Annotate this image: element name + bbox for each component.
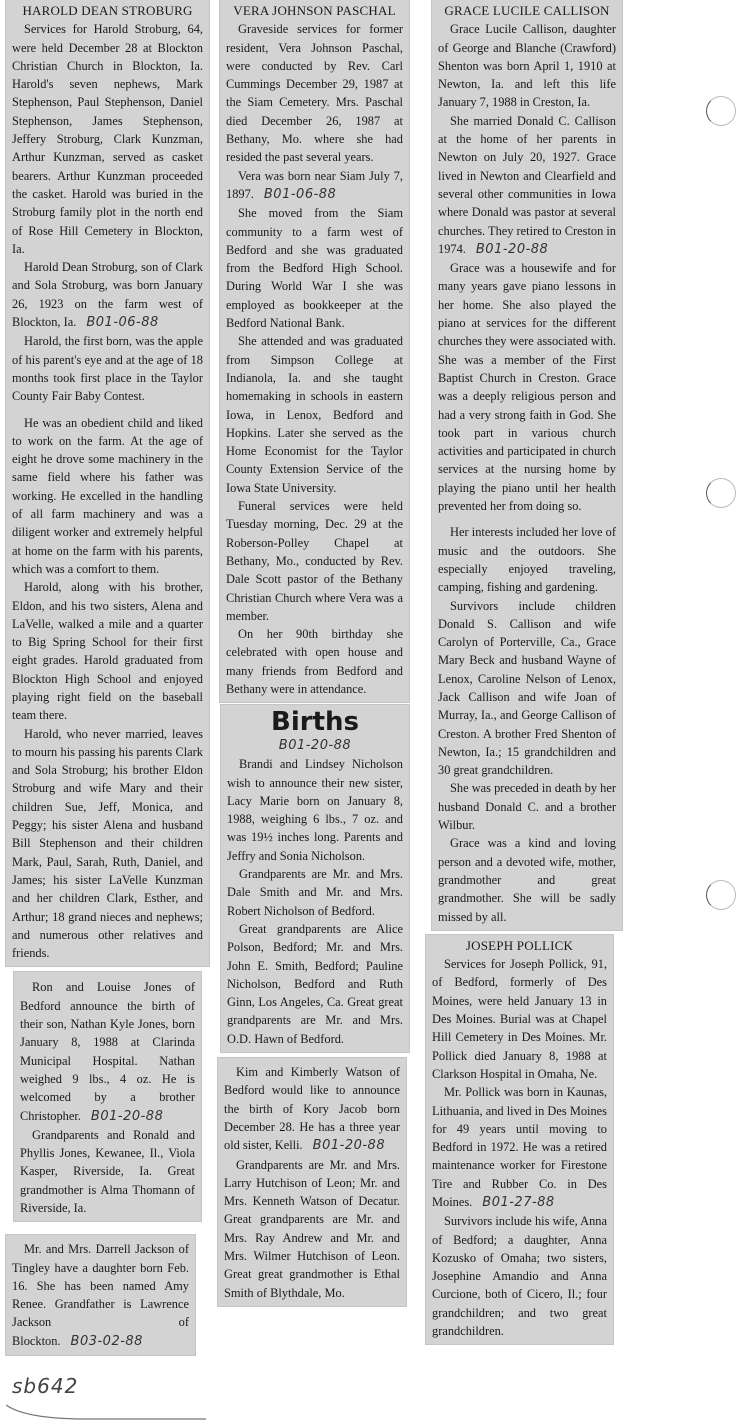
paragraph-text: Grandparents are Mr. and Mrs. Larry Hutchison of Leon; Mr. and Mrs. Kenneth Watson of Decatur. Great grandparents are Mr. and Mrs. Ray Andrew and Mr. and Mrs. Wilmer Hutchison of Leon. Great great grandmother is Ethal Smith of Blythdale, Mo. [224,1157,400,1300]
paragraph-text: Mr. Pollick was born in Kaunas, Lithuania, and lived in Des Moines for 49 years until moving to Bedford in 1972. He was a retired maintenance worker for Firestone Tire and Rubber Co. in Des Moines. [432,1085,607,1209]
clipping-headline: VERA JOHNSON PASCHAL [233,3,396,18]
clipping-paragraph [12,258,203,332]
clipping-paragraph [12,332,203,405]
paragraph-text: Harold, who never married, leaves to mourn his passing his parents Clark and Sola Stroburg; his brother Eldon Stroburg and wife Mary and their children Sue, Jeff, Monica, and Peggy; his sister Alena and husband Bill Stephenson and their children Mark, Paul, Sarah, Ruth, Daniel, and James; his sister LaVelle Kunzman and her children Clark, Esther, and Arthur; 18 grand nieces and nephews; and numerous other relatives and friends. [12,726,203,961]
handwritten-date-stamp: B01-20-88 [475,241,549,257]
clipping-paragraph [432,955,607,1083]
clipping-paragraph [224,1156,400,1302]
clipping-paragraph [227,865,403,920]
paragraph-text: Ron and Louise Jones of Bedford announce the birth of their son, Nathan Kyle Jones, born January 8, 1988 at Clarinda Municipal Hospital. Nathan weighed 9 lbs., 4 oz. He is welcomed by a brother Christopher. [20,980,195,1123]
obituary-harold-dean-stroburg [6,0,209,966]
paragraph-text: Harold Dean Stroburg, son of Clark and Sola Stroburg, was born January 26, 1923 on the farm west of Blockton, Ia. [12,260,203,330]
paragraph-text: He was an obedient child and liked to work on the farm. At the age of eight he drove some machinery in the same field where his father was working. He excelled in the handling of all farm machinery and was a diligent worker and extremely helpful at home on the farm with his parents, which was a comfort to them. [12,415,203,576]
paragraph-text: Brandi and Lindsey Nicholson wish to announce their new sister, Lacy Marie born on January 8, 1988, weighing 6 lbs., 7 oz. and was 19½ inches long. Parents and Jeffry and Sonia Nicholson. [227,757,403,863]
obituary-joseph-pollick [426,935,613,1345]
clipping-headline: Births [271,707,359,738]
clipping-paragraph [12,20,203,258]
binder-hole [706,880,736,910]
clipping-paragraph [438,523,616,596]
clipping-paragraph [438,779,616,834]
births-nicholson [221,705,409,1052]
paragraph-text: Funeral services were held Tuesday morning, Dec. 29 at the Roberson-Polley Chapel at Bethany, Mo., conducted by Rev. Dale Scott pastor of the Bethany Christian Church where Vera was a member. [226,499,403,623]
clipping-paragraph [20,1126,195,1217]
handwritten-date-stamp: B01-20-88 [90,1108,164,1124]
handwritten-date-stamp: B01-27-88 [482,1195,555,1210]
clipping-paragraph [438,112,616,259]
clipping-paragraph [227,755,403,865]
scrapbook-page-label: sb642 [12,1374,79,1399]
birth-announcement-watson [218,1058,406,1306]
binder-hole [706,96,736,126]
paragraph-text: She married Donald C. Callison at the home of her parents in Newton on July 20, 1927. Grace lived in Newton and Clearfield and several other communities in Iowa where Donald was pastor at several churches. They retired to Creston in 1974. [438,113,617,256]
paragraph-text: She attended and was graduated from Simpson College at Indianola, Ia. and she taught homemaking in schools in eastern Iowa, in Lenox, Bedford and Hopkins. Later she served as the Home Economist for the Taylor County Extension Service of the Iowa State University. [226,334,403,495]
clipping-paragraph [438,20,616,111]
handwritten-date-stamp: B01-20-88 [312,1138,386,1154]
paragraph-text: Harold, along with his brother, Eldon, and his two sisters, Alena and LaVelle, walked a mile and a quarter to Big Spring School for their first eight grades. Harold graduated from Blockton High School and enjoyed playing right field on the baseball team there. [12,580,203,723]
clipping-paragraph [226,332,403,497]
clipping-paragraph [20,978,195,1125]
clipping-headline: HAROLD DEAN STROBURG [22,3,193,18]
paragraph-text: Grandparents and Ronald and Phyllis Jones, Kewanee, Il., Viola Kasper, Riverside, Ia. Great grandmother is Alma Thomann of Riverside, Ia. [20,1127,195,1215]
page-edge-curve [6,1403,206,1423]
clipping-paragraph [432,1083,607,1212]
paragraph-text: Kim and Kimberly Watson of Bedford would like to announce the birth of Kory Jacob born December 28. He has a three year old sister, Kelli. [224,1065,400,1153]
birth-announcement-jackson [6,1235,195,1355]
paragraph-text: Her interests included her love of music and the outdoors. She especially enjoyed traveling, camping, fishing and gardening. [438,525,616,595]
paragraph-text: Great grandparents are Alice Polson, Bedford; Mr. and Mrs. John E. Smith, Bedford; Pauline Nicholson, Bedford and Ruth Ginn, Los Angeles, Ca. Great great grandparents are Mr. and Mrs. O.D. Hawn of Bedford. [227,921,403,1046]
column-left [6,0,211,1423]
paragraph-text: She was preceded in death by her husband Donald C. and a brother Wilbur. [438,781,616,833]
handwritten-date-stamp: B03-02-88 [70,1333,143,1349]
paragraph-text: Grandparents are Mr. and Mrs. Dale Smith and Mr. and Mrs. Robert Nicholson of Bedford. [227,867,403,918]
obituary-grace-lucile-callison [432,0,622,930]
paragraph-text: Services for Joseph Pollick, 91, of Bedford, formerly of Des Moines, were held January 13 in Des Moines. Burial was at Chapel Hill Cemetery in Des Moines. Mr. Pollick died January 8, 1988 at Clarkson Hospital in Omaha, Ne. [432,957,607,1081]
paragraph-text: Survivors include children Donald S. Callison and wife Carolyn of Porterville, Ca., Grace Mary Beck and husband Wayne of Lenox, Caroline Nelson of Lenox, Jack Callison and wife Joan of Murray, Ia., and George Callison of Creston. A brother Fred Shenton of Newton, Ia.; 15 grandchildren and 30 great grandchildren. [438,598,616,778]
handwritten-date-stamp: B01-06-88 [86,315,159,331]
clipping-paragraph [226,625,403,698]
paragraph-text: Harold, the first born, was the apple of his parent's eye and at the age of 18 months took first place in the Taylor County Fair Baby Contest. [12,334,203,404]
paragraph-text: Grace Lucile Callison, daughter of George and Blanche (Crawford) Shenton was born April 1, 1910 at Newton, Ia. and left this life January 7, 1988 in Creston, Ia. [438,22,616,110]
clipping-paragraph [226,20,403,166]
paragraph-text: Grace was a kind and loving person and a devoted wife, mother, grandmother and great grandmother. She will be sadly missed by all. [438,836,616,924]
handwritten-date-stamp: B01-06-88 [263,186,337,202]
clipping-paragraph [226,497,403,625]
clipping-paragraph [12,414,203,579]
paragraph-text: Grace was a housewife and for many years gave piano lessons in her home. She also played the piano at services for the different churches they were associated with. She was a member of the First Baptist Church in Creston. Grace was a deeply religious person and had a very strong faith in God. She took part in various church activities and participated in church services at the nursing home by playing the piano until her health prevented her from doing so. [438,261,616,514]
clipping-headline: JOSEPH POLLICK [465,937,574,953]
clipping-paragraph [226,204,403,332]
clipping-paragraph [12,1240,189,1351]
paragraph-text: Services for Harold Stroburg, 64, were held December 28 at Blockton Christian Church in Blockton, Ia. Harold's seven nephews, Mark Stephenson, Paul Stephenson, Daniel Stephenson, James Stephenson, Jeffery Stroburg, Clark Kunzman, Arthur Kunzman, served as casket bearers. Arthur Kunzman proceeded the casket. Harold was buried in the Stroburg family plot in the north end of Rose Hill Cemetery in Blockton, Ia. [12,22,203,256]
clipping-paragraph [438,834,616,925]
column-right [426,0,622,1344]
paragraph-text: Mr. and Mrs. Darrell Jackson of Tingley have a daughter born Feb. 16. She has been named Amy Renee. Grandfather is Lawrence Jackson of Blockton. [12,1242,189,1348]
clipping-paragraph [227,920,403,1048]
clipping-paragraph [12,578,203,724]
clipping-paragraph [224,1063,400,1155]
paragraph-text: Survivors include his wife, Anna of Bedford; a daughter, Anna Kozusko of Omaha; two sisters, Josephine Amandio and Anna Curcione, both of Cicero, Il.; four grandchildren; and two great grandchildren. [432,1214,607,1339]
paragraph-text: She moved from the Siam community to a farm west of Bedford and she was graduated from the Bedford High School. During World War I she was employed as bookkeeper at the Bedford National Bank. [226,206,403,331]
clipping-paragraph [438,597,616,780]
clipping-paragraph [432,1212,607,1340]
paragraph-text: Vera was born near Siam July 7, 1897. [226,168,403,201]
column-middle [218,0,410,1306]
clipping-paragraph [12,725,203,963]
birth-announcement-jones [14,972,201,1221]
handwritten-date-stamp: B01-20-88 [278,738,352,754]
obituary-vera-johnson-paschal [220,0,409,702]
clipping-paragraph [226,167,403,205]
clipping-paragraph [438,259,616,515]
paragraph-text: Graveside services for former resident, Vera Johnson Paschal, were conducted by Rev. Carl Cummings December 29, 1987 at the Siam Cemetery. Mrs. Paschal died December 26, 1987 at Bethany, Mo. where she had resided the past several years. [226,22,403,165]
clipping-headline: GRACE LUCILE CALLISON [444,3,610,18]
paragraph-text: On her 90th birthday she celebrated with open house and many friends from Bedford and Bethany were in attendance. [226,627,403,696]
binder-hole [706,478,736,508]
